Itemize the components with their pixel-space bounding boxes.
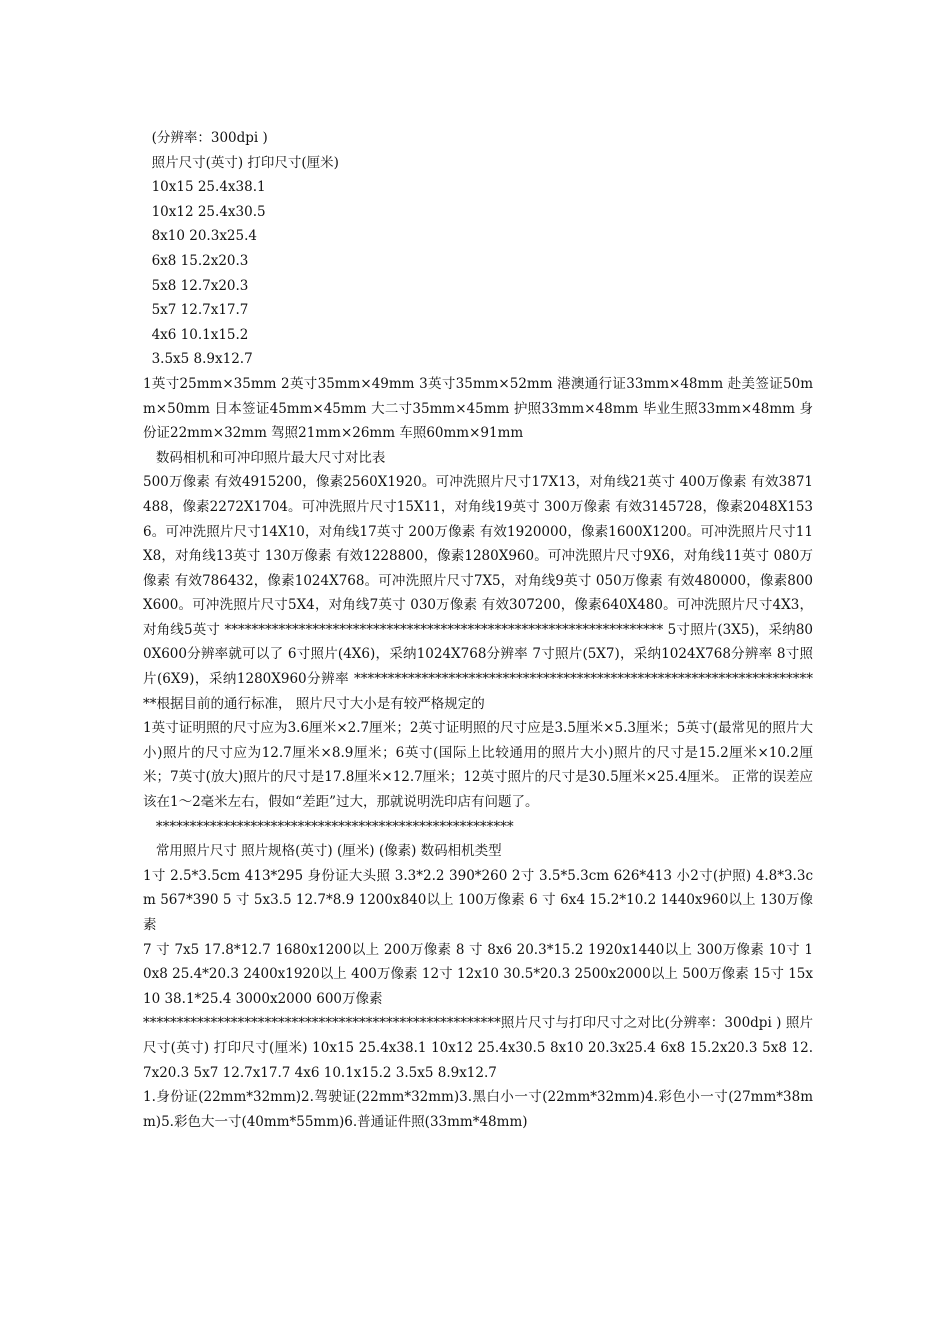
size-row: 4x6 10.1x15.2 <box>143 326 249 343</box>
size-row: 10x12 25.4x30.5 <box>143 203 266 220</box>
document-body <box>143 126 813 1134</box>
print-comparison-paragraph: *****************************************************照片尺寸与打印尺寸之对比(分辨率：300dpi ) 照片尺寸(英寸) 打印尺寸(厘米) 10x15 25.4x38.1 10x12 25.4x30.5 8x10 20.3x25.4 6x8 15.2x20.3 5x8 12.7x20.3 5x7 12.7x17.7 4x6 10.1x15.2 3.5x5 8.9x12.7 <box>143 1015 814 1081</box>
pixel-comparison-paragraph: 500万像素 有效4915200，像素2560X1920。可冲洗照片尺寸17X13，对角线21英寸 400万像素 有效3871488，像素2272X1704。可冲洗照片尺寸15X11，对角线19英寸 300万像素 有效3145728，像素2048X1536。可冲洗照片尺寸14X10，对角线17英寸 200万像素 有效1920000，像素1600X1200。可冲洗照片尺寸11X8，对角线13英寸 130万像素 有效1228800，像素1280X960。可冲洗照片尺寸9X6，对角线11英寸 080万像素 有效786432，像素1024X768。可冲洗照片尺寸7X5，对角线9英寸 050万像素 有效480000，像素800X600。可冲洗照片尺寸5X4，对角线7英寸 030万像素 有效307200，像素640X480。可冲洗照片尺寸4X3，对角线5英寸 ***************************************************************** 5寸照片(3X5)，采纳800X600分辨率就可以了 6寸照片(4X6)，采纳1024X768分辨率 7寸照片(5X7)，采纳1024X768分辨率 8寸照片(6X9)，采纳1280X960分辨率 **********************************************************************根据目前的通行标准， 照片尺寸大小是有较严格规定的 <box>143 474 813 712</box>
id-document-sizes-paragraph: 1.身份证(22mm*32mm)2.驾驶证(22mm*32mm)3.黑白小一寸(22mm*32mm)4.彩色小一寸(27mm*38mm)5.彩色大一寸(40mm*55mm)6.普通证件照(33mm*48mm) <box>143 1089 813 1130</box>
resolution-note: (分辨率：300dpi ) <box>143 130 268 146</box>
size-row: 8x10 20.3x25.4 <box>143 228 257 245</box>
common-sizes-paragraph-1: 1寸 2.5*3.5cm 413*295 身份证大头照 3.3*2.2 390*260 2寸 3.5*5.3cm 626*413 小2寸(护照) 4.8*3.3cm 567*390 5 寸 5x3.5 12.7*8.9 1200x840以上 100万像素 6 寸 6x4 15.2*10.2 1440x960以上 130万像素 <box>143 867 813 933</box>
size-row: 10x15 25.4x38.1 <box>143 179 266 196</box>
common-sizes-paragraph-2: 7 寸 7x5 17.8*12.7 1680x1200以上 200万像素 8 寸 8x6 20.3*15.2 1920x1440以上 300万像素 10寸 10x8 25.4*20.3 2400x1920以上 400万像素 12寸 12x10 30.5*20.3 2500x2000以上 500万像素 15寸 15x10 38.1*25.4 3000x2000 600万像素 <box>143 941 813 1007</box>
size-row: 3.5x5 8.9x12.7 <box>143 351 253 368</box>
comparison-heading: 数码相机和可冲印照片最大尺寸对比表 <box>143 449 386 466</box>
standard-sizes-paragraph: 1英寸证明照的尺寸应为3.6厘米×2.7厘米；2英寸证明照的尺寸应是3.5厘米×5.3厘米；5英寸(最常见的照片大小)照片的尺寸应为12.7厘米×8.9厘米；6英寸(国际上比较通用的照片大小)照片的尺寸是15.2厘米×10.2厘米；7英寸(放大)照片的尺寸是17.8厘米×12.7厘米；12英寸照片的尺寸是30.5厘米×25.4厘米。 正常的误差应该在1～2毫米左右，假如“差距”过大，那就说明洗印店有问题了。 <box>143 720 813 811</box>
size-row: 5x7 12.7x17.7 <box>143 302 249 319</box>
id-photo-sizes-paragraph: 1英寸25mm×35mm 2英寸35mm×49mm 3英寸35mm×52mm 港澳通行证33mm×48mm 赴美签证50mm×50mm 日本签证45mm×45mm 大二寸35mm×45mm 护照33mm×48mm 毕业生照33mm×48mm 身份证22mm×32mm 驾照21mm×26mm 车照60mm×91mm <box>143 375 813 442</box>
size-row: 5x8 12.7x20.3 <box>143 277 249 294</box>
common-sizes-heading: 常用照片尺寸 照片规格(英寸) (厘米) (像素) 数码相机类型 <box>143 843 502 860</box>
size-table-header: 照片尺寸(英寸) 打印尺寸(厘米) <box>143 154 339 171</box>
separator-stars: ***************************************************** <box>143 818 514 835</box>
size-row: 6x8 15.2x20.3 <box>143 252 249 269</box>
